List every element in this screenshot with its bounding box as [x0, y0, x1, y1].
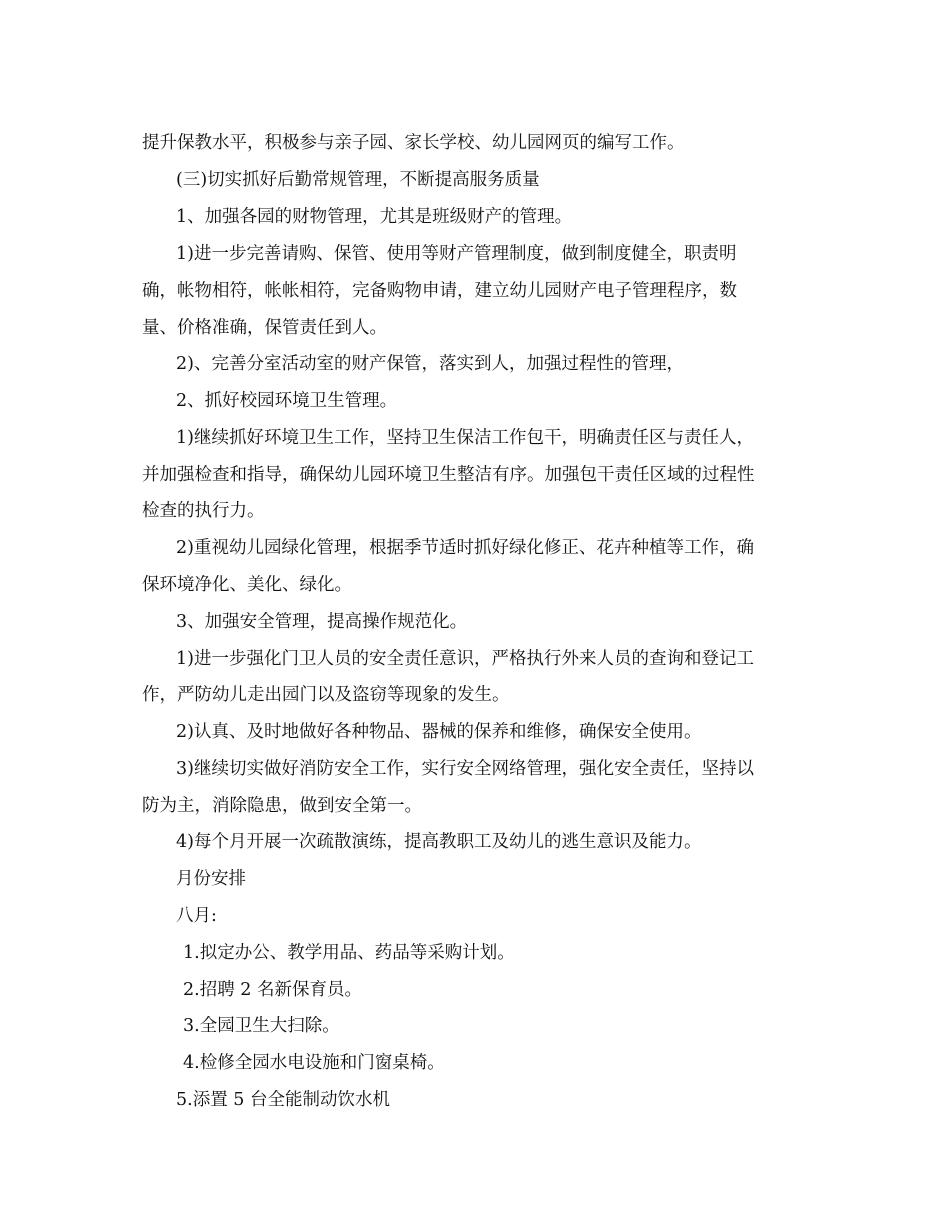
paragraph-line: 作，严防幼儿走出园门以及盗窃等现象的发生。	[142, 685, 510, 705]
paragraph-line: 保环境净化、美化、绿化。	[142, 575, 352, 595]
paragraph-line: 量、价格准确，保管责任到人。	[142, 318, 387, 338]
subsection-heading: 2、抓好校园环境卫生管理。	[176, 391, 398, 411]
list-item: 1.拟定办公、教学用品、药品等采购计划。	[183, 943, 515, 963]
subsection-heading: 1、加强各园的财物管理，尤其是班级财产的管理。	[176, 207, 573, 227]
list-item: 2.招聘 2 名新保育员。	[183, 980, 362, 1000]
paragraph-line: 2)、完善分室活动室的财产保管，落实到人，加强过程性的管理，	[176, 354, 684, 374]
paragraph-line: 提升保教水平，积极参与亲子园、家长学校、幼儿园网页的编写工作。	[142, 133, 685, 153]
paragraph-line: 检查的执行力。	[142, 501, 265, 521]
paragraph-line: 1)进一步强化门卫人员的安全责任意识，严格执行外来人员的查询和登记工	[176, 649, 754, 669]
schedule-heading: 月份安排	[176, 869, 246, 889]
paragraph-line: 4)每个月开展一次疏散演练，提高教职工及幼儿的逃生意识及能力。	[176, 832, 702, 852]
list-item: 3.全园卫生大扫除。	[183, 1016, 340, 1036]
list-item: 5.添置 5 台全能制动饮水机	[176, 1090, 390, 1110]
paragraph-line: 防为主，消除隐患，做到安全第一。	[142, 796, 422, 816]
paragraph-line: 确，帐物相符，帐帐相符，完备购物申请，建立幼儿园财产电子管理程序，数	[142, 281, 737, 301]
paragraph-line: 1)进一步完善请购、保管、使用等财产管理制度，做到制度健全，职责明	[176, 244, 737, 264]
list-item: 4.检修全园水电设施和门窗桌椅。	[183, 1053, 445, 1073]
month-label: 八月:	[176, 906, 217, 926]
paragraph-line: 并加强检查和指导，确保幼儿园环境卫生整洁有序。加强包干责任区域的过程性	[142, 465, 755, 485]
paragraph-line: 3)继续切实做好消防安全工作，实行安全网络管理，强化安全责任，坚持以	[176, 759, 754, 779]
paragraph-line: 2)重视幼儿园绿化管理，根据季节适时抓好绿化修正、花卉种植等工作，确	[176, 538, 754, 558]
subsection-heading: 3、加强安全管理，提高操作规范化。	[176, 612, 468, 632]
paragraph-line: 2)认真、及时地做好各种物品、器械的保养和维修，确保安全使用。	[176, 722, 702, 742]
paragraph-line: 1)继续抓好环境卫生工作，坚持卫生保洁工作包干，明确责任区与责任人，	[176, 428, 754, 448]
section-heading: (三)切实抓好后勤常规管理，不断提高服务质量	[176, 170, 540, 190]
